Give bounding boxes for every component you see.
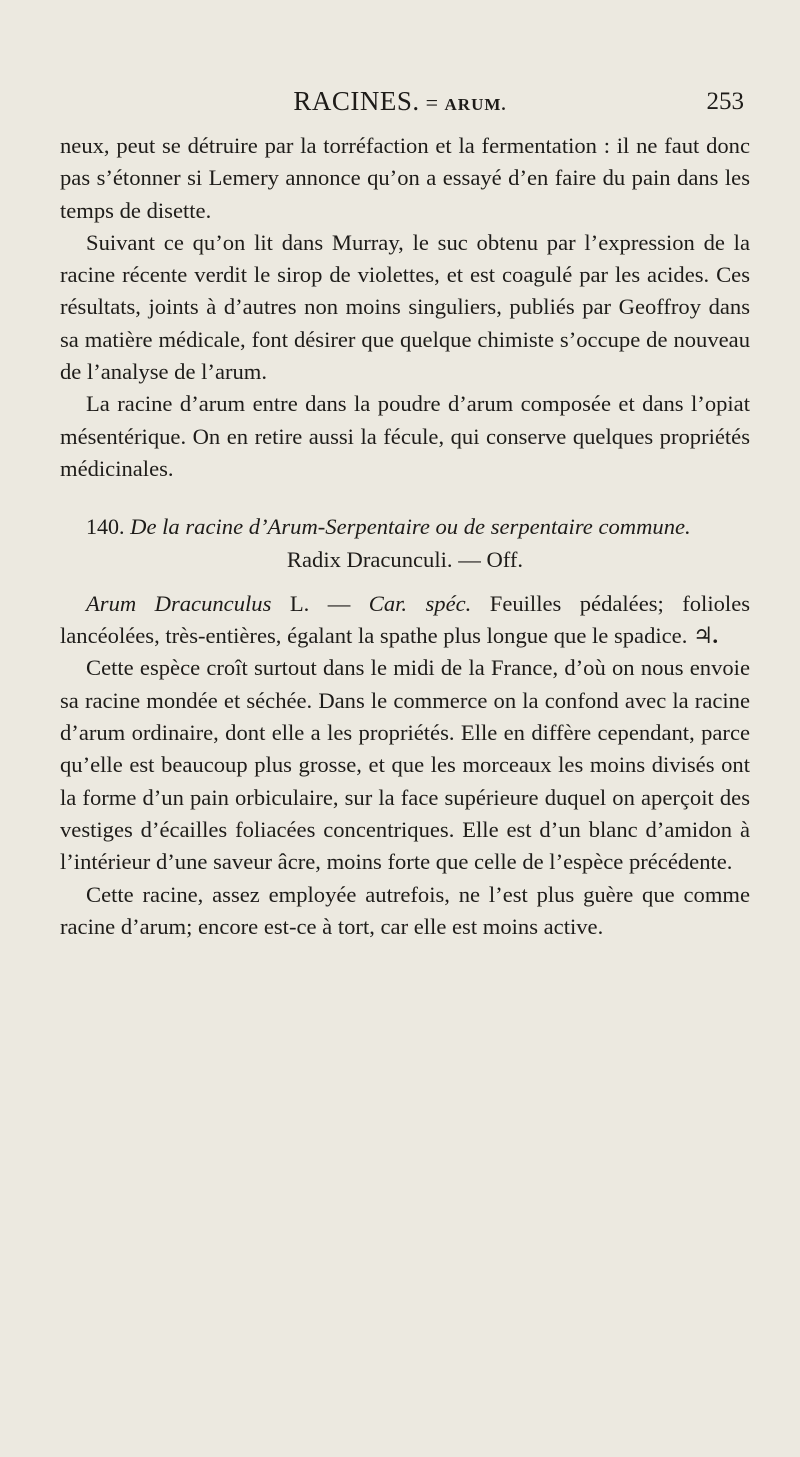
- paragraph-4: Cette espèce croît surtout dans le midi de la France, d’où on nous envoie sa racine mondée et séchée. Dans le commerce on la confond avec la racine d’arum ordinaire, dont elle a les propriétés. Elle en diffère cependant, parce qu’elle est beaucoup plus grosse, et que les morceaux les moins divisés ont la forme d’un pain orbiculaire, sur la face supérieure duquel on aperçoit des vestiges d’écailles foliacées concentriques. Elle est d’un blanc d’amidon à l’intérieur d’une saveur âcre, moins forte que celle de l’espèce précédente.: [60, 655, 750, 875]
- running-subtitle: ARUM.: [444, 95, 507, 114]
- entry-heading: [60, 511, 750, 543]
- species-description: [60, 588, 750, 653]
- running-head: [0, 86, 800, 117]
- running-title: RACINES.: [293, 86, 420, 116]
- paragraph-3: La racine d’arum entre dans la poudre d’arum composée et dans l’opiat mésentérique. On en retire aussi la fécule, qui conserve quelques propriétés médicinales.: [60, 391, 750, 481]
- character-label: Car. spéc.: [368, 590, 472, 616]
- body-text: [60, 130, 750, 943]
- character-text: Feuilles pédalées; folioles lancéolées, très-entières, égalant la spathe plus longue que le spadice.: [60, 590, 751, 649]
- paragraph-5: Cette racine, assez employée autrefois, ne l’est plus guère que comme racine d’arum; encore est-ce à tort, car elle est moins active.: [60, 881, 750, 939]
- entry-title: De la racine d’Arum-Serpentaire ou de serpentaire commune.: [130, 514, 691, 540]
- species-name: Arum Dracunculus: [86, 590, 272, 616]
- species-author: L. —: [289, 590, 351, 616]
- entry-number: 140.: [86, 514, 125, 540]
- paragraph-1: neux, peut se détruire par la torréfaction et la fermentation : il ne faut donc pas s’étonner si Lemery annonce qu’on a essayé d’en faire du pain dans les temps de disette.: [60, 133, 750, 223]
- perennial-symbol: ♃.: [693, 623, 719, 649]
- page-number: 253: [706, 88, 744, 115]
- entry-latin-name: Radix Dracunculi. — Off.: [286, 546, 524, 572]
- header-separator: =: [425, 90, 439, 115]
- page-header: [0, 86, 800, 126]
- paragraph-2: Suivant ce qu’on lit dans Murray, le suc obtenu par l’expression de la racine récente verdit le sirop de violettes, et est coagulé par les acides. Ces résultats, joints à d’autres non moins singuliers, publiés par Geoffroy dans sa matière médicale, font désirer que quelque chimiste s’occupe de nouveau de l’analyse de l’arum.: [60, 229, 750, 385]
